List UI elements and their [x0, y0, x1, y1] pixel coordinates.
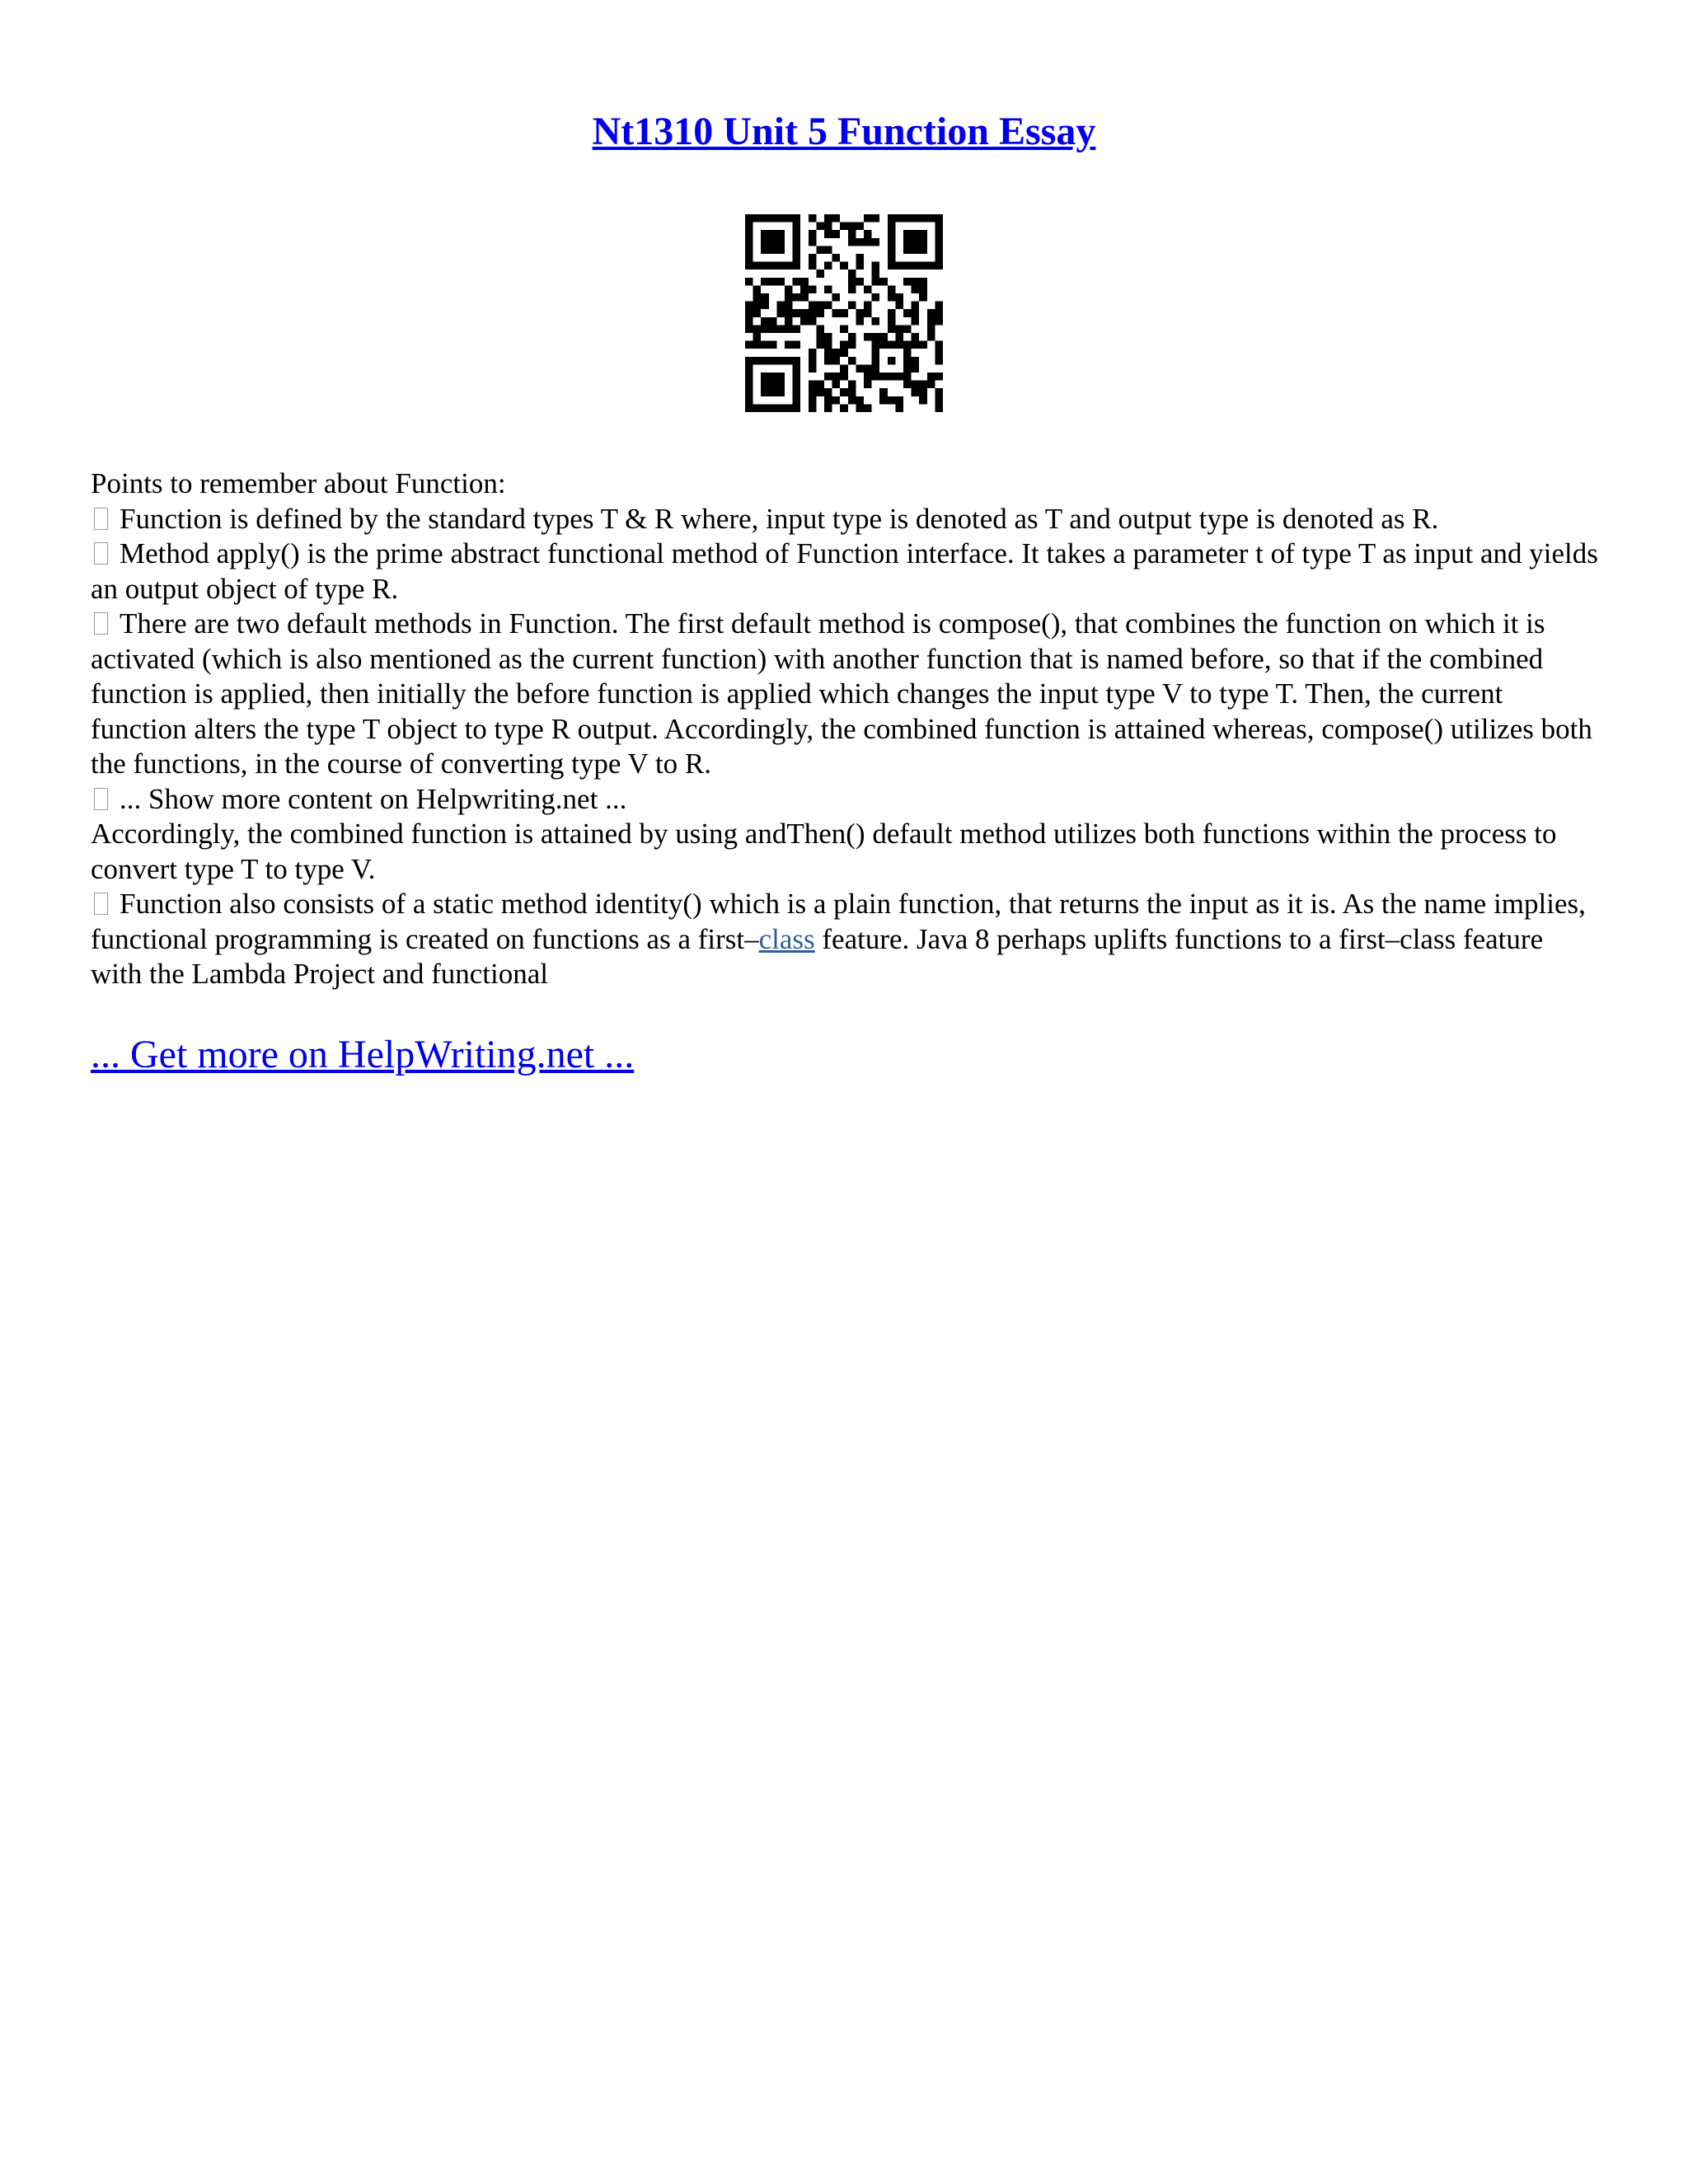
get-more-link[interactable]: ... Get more on HelpWriting.net ... — [91, 1033, 635, 1076]
essay-excerpt — [91, 466, 1599, 992]
class-inline-link[interactable]: class — [758, 922, 815, 955]
intro-line: Points to remember about Function: — [91, 467, 506, 499]
page-title-link[interactable]: Nt1310 Unit 5 Function Essay — [592, 110, 1096, 153]
bullet-box-icon — [94, 893, 108, 915]
bullet-box-icon — [94, 542, 108, 565]
bullet-item-2: Method apply() is the prime abstract functional method of Function interface. It takes a parameter t of type T as input and yields an output object of type R. — [91, 537, 1598, 605]
bullet-box-icon — [94, 612, 108, 635]
bullet-item-4: Function also consists of a static method identity() which is a plain function, that returns the input as it is. As the name implies, functional programming is created on functions as a first–class feature. Java 8 perhaps uplifts functions to a first–class feature with the Lambda Project and functional — [91, 888, 1586, 990]
bullet-item-3: There are two default methods in Function. The first default method is compose(), that combines the function on which it is activated (which is also mentioned as the current function) with another function that is named before, so that if the combined function is applied, then initially the before function is applied which changes the input type V to type T. Then, the current function alters the type T object to type R output. Accordingly, the combined function is attained whereas, compose() utilizes both the functions, in the course of converting type V to R. — [91, 607, 1592, 780]
bullet-item-1: Function is defined by the standard types T & R where, input type is denoted as T and output type is denoted as R. — [91, 502, 1599, 537]
paragraph-after: Accordingly, the combined function is attained by using andThen() default method utilizes both functions within the process to convert type T to type V. — [91, 818, 1557, 885]
title-container — [0, 105, 1688, 158]
bullet-box-icon — [94, 508, 108, 530]
qr-code-image — [745, 214, 943, 412]
show-more-line: ... Show more content on Helpwriting.net ... — [91, 782, 1599, 818]
bullet-box-icon — [94, 788, 108, 810]
